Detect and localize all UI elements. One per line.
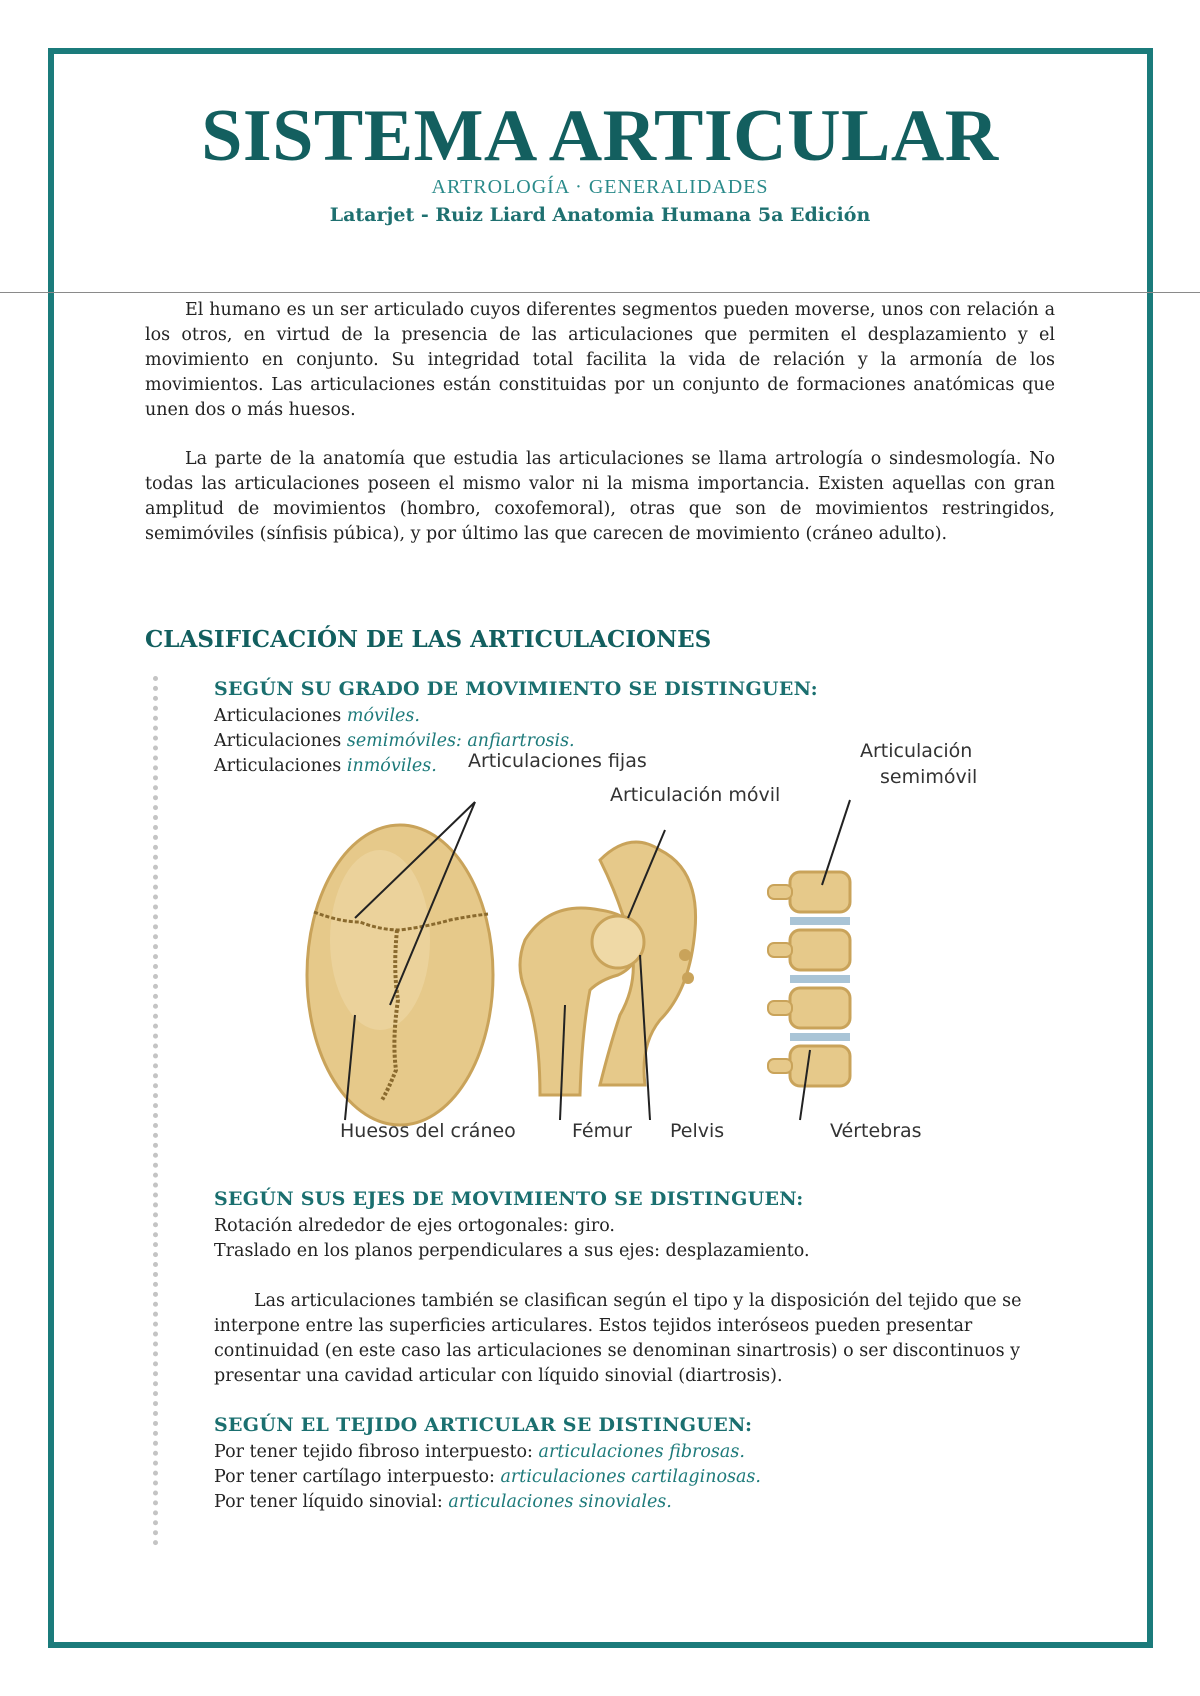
list-item: Por tener líquido sinovial: articulaciones sinoviales. — [214, 1492, 672, 1512]
label-pelvis: Pelvis — [670, 1120, 725, 1142]
section-dotted-bar — [153, 676, 158, 1546]
label-femur: Fémur — [572, 1120, 632, 1142]
label-semimobile-joint-line2: semimóvil — [880, 766, 978, 788]
tissue-heading: SEGÚN EL TEJIDO ARTICULAR SE DISTINGUEN: — [214, 1414, 753, 1436]
intro-paragraph-1: El humano es un ser articulado cuyos diferentes segmentos pueden moverse, unos con relación a los otros, en virtud de la presencia de las articulaciones que permiten el desplazamiento y el movimiento en conjunto. Su integridad total facilita la vida de relación y la armonía de los movimientos. Las articulaciones están constituidas por un conjunto de formaciones anatómicas que unen dos o más huesos. — [145, 300, 1055, 420]
label-fixed-joints: Articulaciones fijas — [468, 750, 647, 772]
list-item: Rotación alrededor de ejes ortogonales: giro. — [214, 1216, 615, 1236]
header-divider — [0, 292, 1200, 293]
classification-heading: CLASIFICACIÓN DE LAS ARTICULACIONES — [145, 626, 712, 653]
hip-drawing — [520, 842, 696, 1095]
movement-axes-heading: SEGÚN SUS EJES DE MOVIMIENTO SE DISTINGUEN: — [214, 1188, 804, 1210]
tissue-paragraph: Las articulaciones también se clasifican según el tipo y la disposición del tejido que se interpone entre las superficies articulares. Estos tejidos interóseos pueden presentar continuidad (en este caso las articulaciones se denominan sinartrosis) o ser discontinuos y presentar una cavidad articular con líquido sinovial (diartrosis). — [214, 1291, 1022, 1386]
list-item: Articulaciones móviles. — [214, 706, 420, 726]
list-item: Traslado en los planos perpendiculares a sus ejes: desplazamiento. — [214, 1241, 810, 1261]
source-reference: Latarjet - Ruiz Liard Anatomia Humana 5a Edición — [329, 204, 871, 226]
skull-drawing — [307, 825, 493, 1125]
page-title: SISTEMA ARTICULAR — [201, 95, 999, 177]
label-mobile-joint: Articulación móvil — [610, 784, 781, 806]
label-semimobile-joint-line1: Articulación — [860, 740, 973, 762]
movement-axes-list — [214, 1214, 1094, 1264]
list-item: Por tener tejido fibroso interpuesto: articulaciones fibrosas. — [214, 1442, 745, 1462]
list-item: Articulaciones semimóviles: anfiartrosis. — [214, 731, 575, 751]
page-subtitle: ARTROLOGÍA · GENERALIDADES — [431, 176, 769, 198]
intro-paragraph-2: La parte de la anatomía que estudia las articulaciones se llama artrología o sindesmología. No todas las articulaciones poseen el mismo valor ni la misma importancia. Existen aquellas con gran amplitud de movimientos (hombro, coxofemoral), otras que son de movimientos restringidos, semimóviles (sínfisis púbica), y por último las que carecen de movimiento (cráneo adulto). — [145, 449, 1055, 544]
label-vertebrae: Vértebras — [830, 1120, 922, 1142]
list-item: Articulaciones inmóviles. — [214, 756, 437, 776]
label-skull-bones: Huesos del cráneo — [340, 1120, 516, 1142]
tissue-list — [214, 1440, 1094, 1515]
joints-illustration-svg — [300, 790, 1000, 1160]
movement-degree-heading: SEGÚN SU GRADO DE MOVIMIENTO SE DISTINGUEN: — [214, 678, 818, 700]
list-item: Por tener cartílago interpuesto: articulaciones cartilaginosas. — [214, 1467, 761, 1487]
